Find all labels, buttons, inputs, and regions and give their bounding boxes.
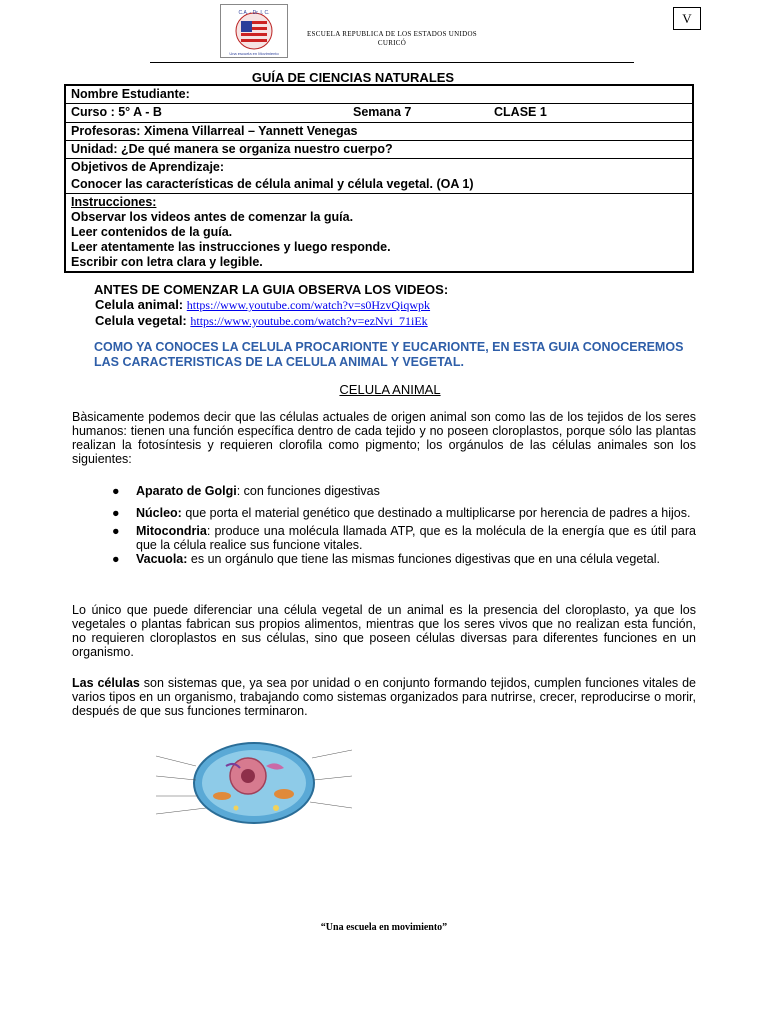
paragraph-3-lead: Las células: [72, 676, 140, 690]
course-label: Curso : 5° A - B: [71, 105, 162, 119]
student-row: Nombre Estudiante:: [66, 86, 692, 104]
paragraph-3-rest: son sistemas que, ya sea por unidad o en conjunto formando tejidos, cumplen funciones vitales de varios tipos en un organismo, trabajando como sistemas organizados para nutrirse, crecer, reproducirse o morir, después de que sus funciones terminaron.: [72, 676, 696, 718]
animal-video-label: Celula animal:: [95, 297, 184, 312]
videos-heading: ANTES DE COMENZAR LA GUIA OBSERVA LOS VIDEOS:: [94, 282, 449, 297]
objectives-row: [66, 159, 692, 194]
class-label: CLASE 1: [494, 105, 547, 119]
school-name-line1: ESCUELA REPUBLICA DE LOS ESTADOS UNIDOS: [306, 30, 477, 38]
instruction-item: Observar los videos antes de comenzar la guía.: [71, 210, 354, 224]
organelle-name: Vacuola:: [136, 552, 188, 566]
unit-row: Unidad: ¿De qué manera se organiza nuestro cuerpo?: [66, 141, 692, 159]
school-name-line2: CURICÓ: [377, 39, 407, 47]
bullet-icon: ●: [112, 484, 120, 498]
week-label: Semana 7: [353, 105, 412, 119]
organelle-text: : con funciones digestivas: [236, 484, 380, 498]
organelle-name: Núcleo:: [136, 506, 182, 520]
school-logo: [220, 4, 288, 58]
list-item: [108, 506, 696, 520]
vegetal-video-line: [94, 313, 448, 329]
bullet-icon: ●: [112, 524, 120, 538]
page-title: GUÍA DE CIENCIAS NATURALES: [251, 70, 455, 85]
organelle-name: Aparato de Golgi: [136, 484, 237, 498]
school-logo-graphic: [221, 5, 287, 57]
header-divider: [150, 62, 634, 63]
footer-motto: “Una escuela en movimiento”: [320, 922, 448, 933]
vegetal-video-label: Celula vegetal:: [95, 313, 187, 328]
paragraph-3: [72, 676, 696, 718]
objective-text: Conocer las características de célula animal y célula vegetal. (OA 1): [71, 177, 474, 191]
corner-mark: V: [673, 7, 701, 30]
instruction-item: Leer atentamente las instrucciones y luego responde.: [71, 240, 391, 254]
objectives-label: Objetivos de Aprendizaje:: [71, 160, 225, 174]
list-item: [108, 484, 696, 498]
organelle-text: : produce una molécula llamada ATP, que es la molécula de la energía que es útil para que la célula realice sus funcione vitales.: [136, 524, 696, 552]
section-title: CELULA ANIMAL: [339, 382, 441, 397]
bullet-icon: ●: [112, 552, 120, 566]
vegetal-video-link[interactable]: https://www.youtube.com/watch?v=ezNvi_71iEk: [190, 314, 428, 328]
animal-cell-diagram: [156, 736, 352, 830]
intro-blue-text: COMO YA CONOCES LA CELULA PROCARIONTE Y EUCARIONTE, EN ESTA GUIA CONOCEREMOS LAS CARACTERISTICAS DE LA CELULA ANIMAL Y VEGETAL.: [94, 340, 684, 369]
instruction-item: Escribir con letra clara y legible.: [71, 255, 263, 269]
organelle-list: [108, 484, 696, 570]
paragraph-2: Lo único que puede diferenciar una célula vegetal de un animal es la presencia del cloroplasto, ya que los vegetales o plantas fabrican sus propios alimentos, mientras que los seres vivos que no realizan esta función, no requieren cloroplastos en sus células, sino que poseen células diversas para diferentes funciones en un organismo.: [72, 603, 696, 659]
animal-video-link[interactable]: https://www.youtube.com/watch?v=s0HzvQiqwpk: [186, 298, 431, 312]
organelle-text: es un orgánulo que tiene las mismas funciones digestivas que en una célula vegetal.: [187, 552, 660, 566]
bullet-icon: ●: [112, 506, 120, 520]
animal-video-line: [94, 297, 448, 313]
instructions-label: Instrucciones:: [71, 195, 157, 209]
logo-text-top: C.A. - Dr. I. C.: [238, 10, 270, 16]
info-table: [64, 84, 694, 273]
teachers-row: Profesoras: Ximena Villarreal – Yannett Venegas: [66, 123, 692, 141]
logo-text-bottom: Una escuela en Movimiento: [229, 51, 279, 56]
paragraph-1: Bàsicamente podemos decir que las células actuales de origen animal son como las de los tejidos de los seres humanos: tienen una función específica dentro de cada tejido y no poseen cloroplastos, porque sólo las plantas realizan la fotosíntesis y requieren clorofila como pigmento; los orgánulos de las células animales son los siguientes:: [72, 410, 696, 466]
animal-cell-illustration: [156, 736, 352, 830]
instruction-item: Leer contenidos de la guía.: [71, 225, 233, 239]
videos-section: [94, 282, 448, 329]
organelle-text: que porta el material genético que destinado a multiplicarse por herencia de padres a hijos.: [181, 506, 691, 520]
organelle-name: Mitocondria: [136, 524, 207, 538]
list-item: [108, 552, 696, 566]
instructions-row: [66, 194, 692, 271]
school-name: [302, 30, 482, 48]
course-row: [66, 104, 692, 123]
list-item: [108, 524, 696, 552]
